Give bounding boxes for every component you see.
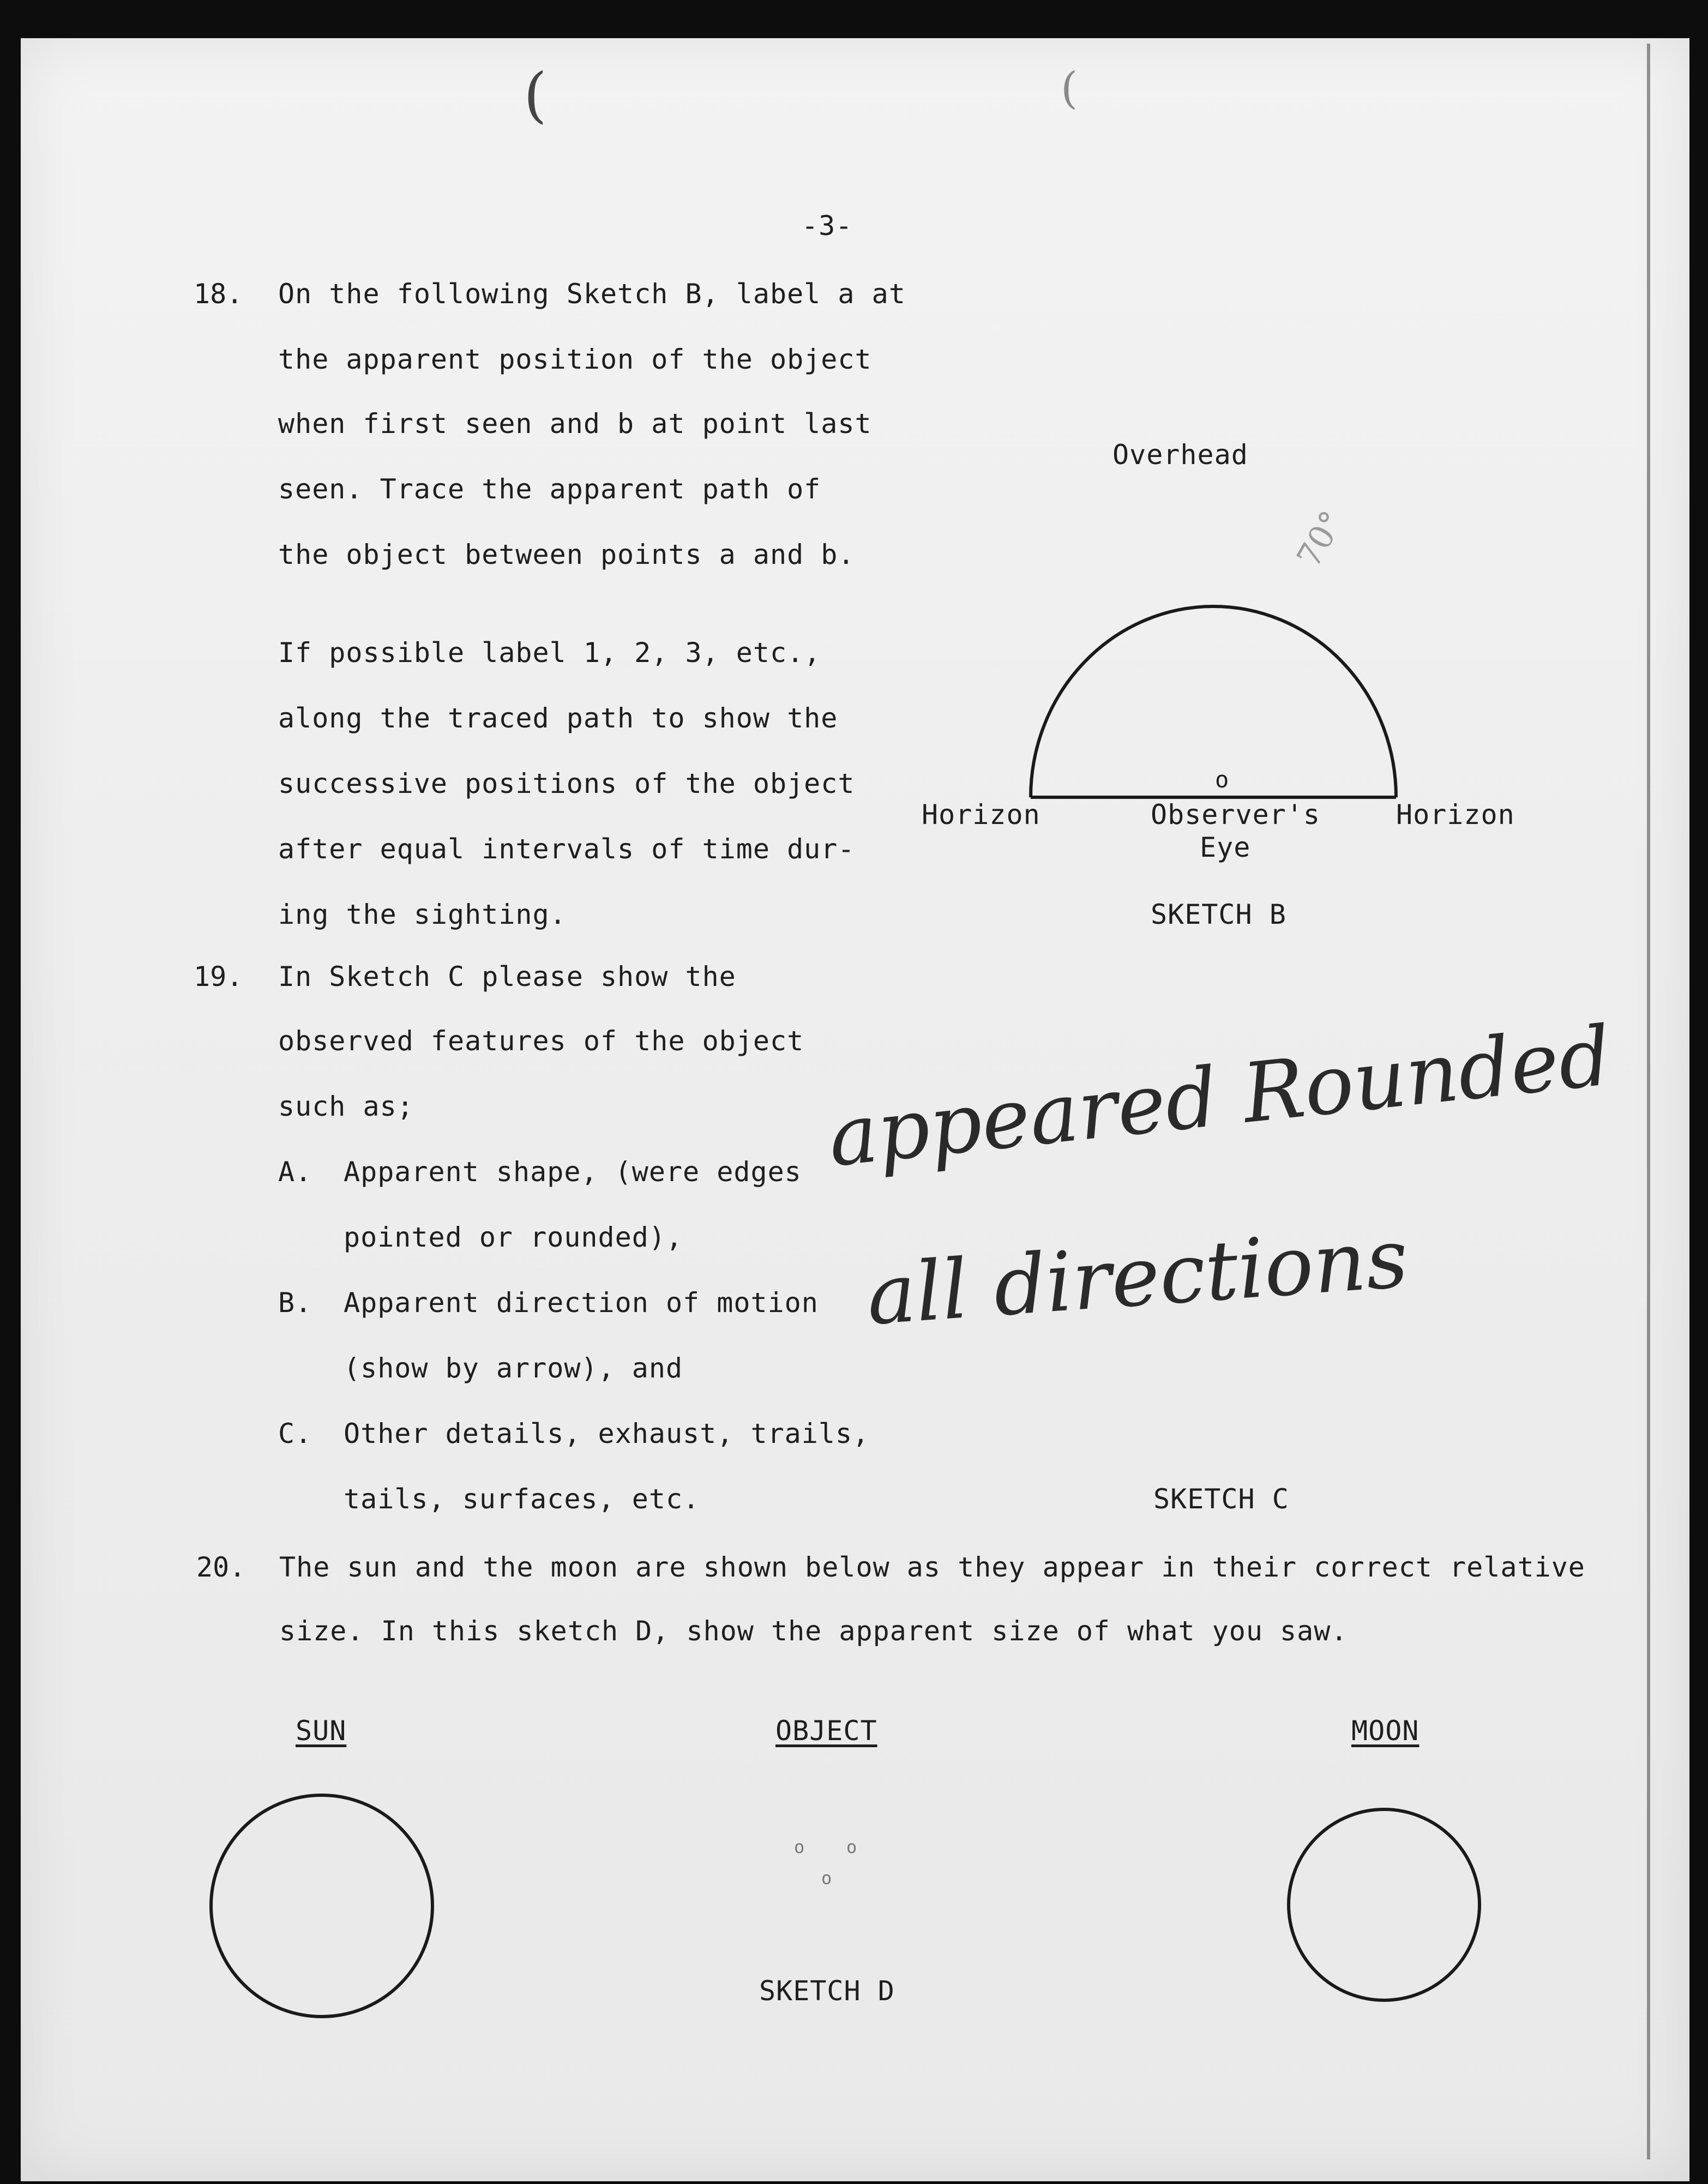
object-mark: o [794, 1837, 805, 1857]
sketch-b-observer-mark: o [1215, 766, 1230, 793]
question-18-para2-line: ing the sighting. [278, 899, 567, 930]
question-18-line: the object between points a and b. [278, 539, 855, 570]
question-19-line: such as; [278, 1091, 414, 1122]
sketch-b-horizon-right: Horizon [1396, 799, 1515, 831]
top-mark-right: ( [1061, 63, 1078, 113]
question-18-para2-line: successive positions of the object [278, 768, 855, 799]
question-19-line: In Sketch C please show the [278, 961, 736, 992]
question-19-number: 19. [194, 961, 243, 992]
sketch-b-handwritten-mark: 70° [1289, 504, 1352, 574]
sketch-b-observer-eye-label: Eye [1200, 832, 1251, 863]
question-19-item-text: Apparent shape, (were edges [344, 1156, 802, 1188]
question-19-item-letter: B. [278, 1287, 312, 1319]
question-18-number: 18. [194, 278, 243, 310]
object-mark: o [846, 1837, 858, 1857]
question-18-para2-line: along the traced path to show the [278, 702, 838, 734]
question-20-line: size. In this sketch D, show the apparent size of what you saw. [279, 1615, 1348, 1647]
question-18-para2-line: after equal intervals of time dur- [278, 833, 855, 865]
question-18-line: the apparent position of the object [278, 344, 872, 375]
sketch-b-caption: SKETCH B [1151, 899, 1286, 930]
top-mark-left: ( [524, 60, 547, 130]
sketch-b-horizon-left: Horizon [922, 799, 1041, 831]
sketch-b-observer-label: Observer's [1151, 799, 1321, 831]
handwritten-answer-direction: all directions [863, 1211, 1411, 1344]
question-19-item-letter: C. [278, 1418, 312, 1449]
question-20-number: 20. [196, 1551, 246, 1583]
sketch-d-object-label: OBJECT [775, 1715, 877, 1747]
question-19-item-text: pointed or rounded), [344, 1222, 683, 1253]
sketch-c-caption: SKETCH C [1153, 1483, 1289, 1515]
sketch-b-overhead-label: Overhead [1112, 439, 1248, 471]
question-18-line: when first seen and b at point last [278, 408, 872, 440]
handwritten-answer-shape: appeared Rounded [823, 1008, 1616, 1186]
page-edge-shadow [1647, 44, 1650, 2159]
question-19-item-text: tails, surfaces, etc. [344, 1483, 700, 1515]
question-18-para2-line: If possible label 1, 2, 3, etc., [278, 637, 821, 669]
page-number: -3- [802, 210, 853, 242]
question-19-item-letter: A. [278, 1156, 312, 1188]
object-mark: o [821, 1868, 833, 1888]
question-19-line: observed features of the object [278, 1025, 804, 1057]
question-19-item-text: Apparent direction of motion [344, 1287, 819, 1319]
question-20-line: The sun and the moon are shown below as they appear in their correct relative [279, 1551, 1585, 1583]
question-19-item-text: Other details, exhaust, trails, [344, 1418, 870, 1449]
sketch-d-sun-label: SUN [296, 1715, 347, 1747]
question-19-item-text: (show by arrow), and [344, 1352, 683, 1384]
sketch-d-caption: SKETCH D [759, 1975, 895, 2007]
sketch-d-moon-label: MOON [1351, 1715, 1420, 1747]
question-18-line: seen. Trace the apparent path of [278, 473, 821, 505]
question-18-line: On the following Sketch B, label a at [278, 278, 906, 310]
